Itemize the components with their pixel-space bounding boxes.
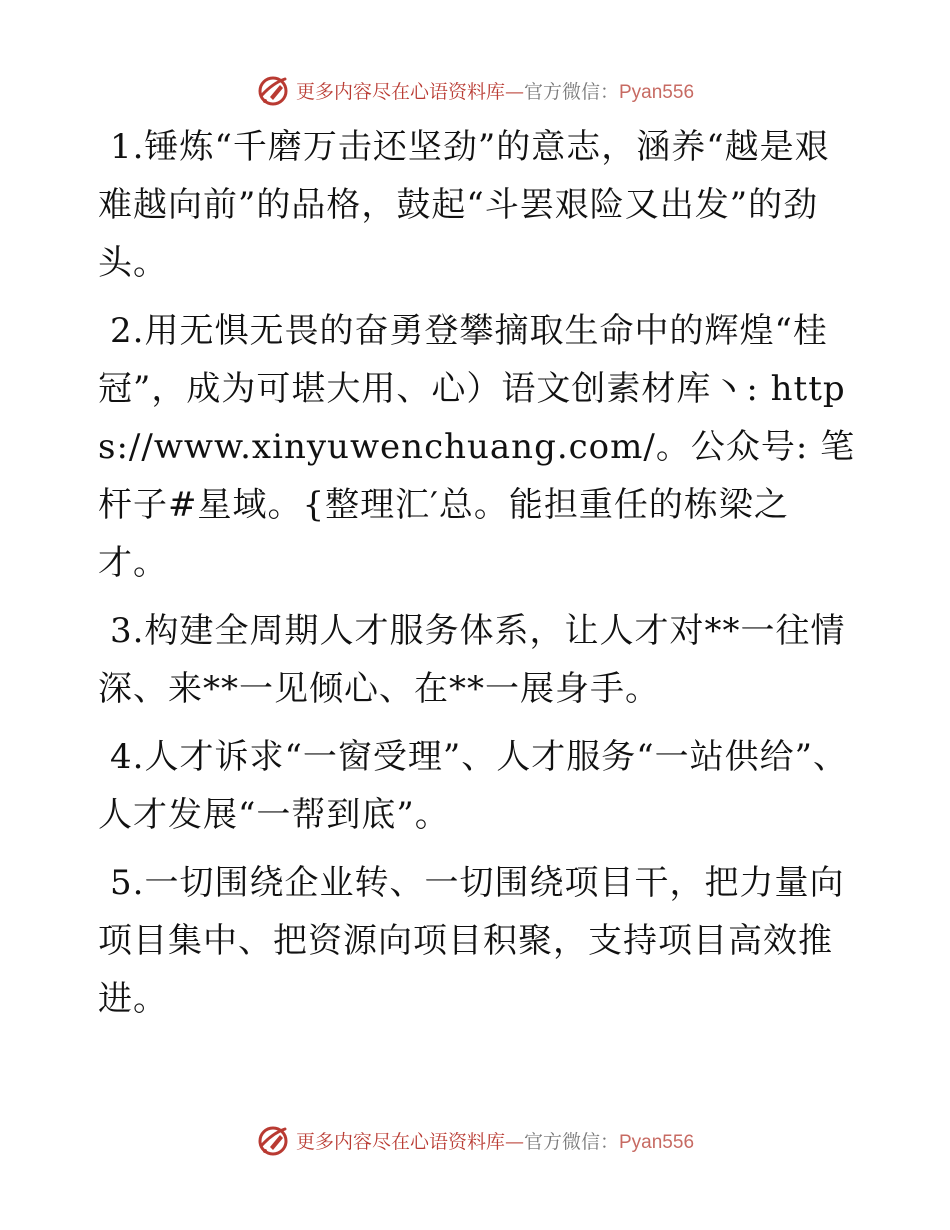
paragraph-4 [98,728,858,844]
paragraph-number: 4. [110,737,145,777]
paragraph-text: 一切围绕企业转、一切围绕项目干，把力量向项目集中、把资源向项目积聚，支持项目高效推进。 [98,863,845,1019]
footer-watermark [0,1120,950,1160]
watermark-text [296,77,694,104]
paragraph-number: 3. [110,611,145,651]
watermark-text [296,1127,694,1154]
paragraph-number: 1. [110,127,145,167]
watermark-separator: — [504,80,524,103]
watermark-label: 官方微信： [523,1130,619,1153]
paragraph-3 [98,602,858,718]
pen-logo-icon [256,1123,290,1157]
watermark-separator: — [504,1130,524,1153]
paragraph-number: 5. [110,863,145,903]
paragraph-text: 构建全周期人才服务体系，让人才对**一往情深、来**一见倾心、在**一展身手。 [98,611,846,709]
paragraph-text: 用无惧无畏的奋勇登攀摘取生命中的辉煌“桂冠”，成为可堪大用、心）语文创素材库丶: https://www.xinyuwenchuang.com/。公众号: 笔杆子#星域。{整理汇′总。能担重任的栋梁之才。 [98,311,856,583]
paragraph-text: 人才诉求“一窗受理”、人才服务“一站供给”、人才发展“一帮到底”。 [98,737,848,835]
paragraph-2 [98,302,858,592]
watermark-main: 更多内容尽在心语资料库 [295,80,505,103]
watermark-main: 更多内容尽在心语资料库 [295,1130,505,1153]
header-watermark [0,70,950,110]
paragraph-5 [98,854,858,1028]
paragraph-1 [98,118,858,292]
watermark-wechat-id: Pyan556 [619,1131,695,1153]
pen-logo-icon [256,73,290,107]
watermark-wechat-id: Pyan556 [619,81,695,103]
paragraph-text: 锤炼“千磨万击还坚劲”的意志，涵养“越是艰难越向前”的品格，鼓起“斗罢艰险又出发”的劲头。 [98,127,830,283]
document-body [98,118,858,1038]
paragraph-number: 2. [110,311,145,351]
watermark-label: 官方微信： [523,80,619,103]
